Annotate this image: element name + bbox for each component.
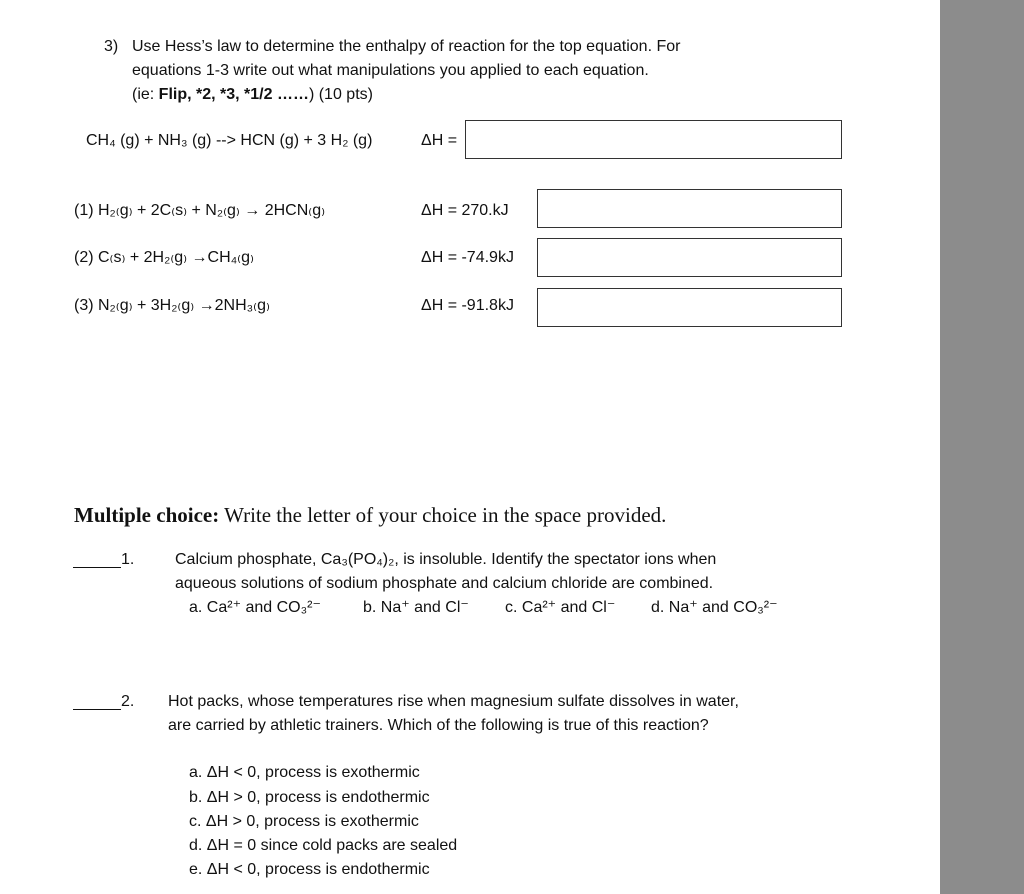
mc-question-2-option-b: b. ΔH > 0, process is endothermic bbox=[189, 789, 430, 806]
main-enthalpy-answer-box[interactable] bbox=[465, 120, 842, 159]
mc-question-2-option-e: e. ΔH < 0, process is endothermic bbox=[189, 861, 430, 878]
line3-bold: Flip, *2, *3, *1/2 …… bbox=[158, 86, 309, 103]
equation-2: (2) C₍s₎ + 2H₂₍g₎ →CH₄₍g₎ bbox=[74, 249, 254, 266]
mc-question-2-option-c: c. ΔH > 0, process is exothermic bbox=[189, 813, 419, 830]
mc-question-2-line-1: Hot packs, whose temperatures rise when magnesium sulfate dissolves in water, bbox=[168, 693, 739, 710]
equation-1-delta-h: ΔH = 270.kJ bbox=[421, 202, 509, 219]
question-number: 3) bbox=[104, 38, 119, 55]
equation-2-answer-box[interactable] bbox=[537, 238, 842, 277]
equation-2-delta-h: ΔH = -74.9kJ bbox=[421, 249, 514, 266]
main-equation: CH₄ (g) + NH₃ (g) --> HCN (g) + 3 H₂ (g) bbox=[86, 132, 373, 149]
mc-question-1-line-2: aqueous solutions of sodium phosphate and calcium chloride are combined. bbox=[175, 575, 714, 592]
question-line-3 bbox=[132, 85, 373, 105]
question-line-1: Use Hess’s law to determine the enthalpy of reaction for the top equation. For bbox=[132, 38, 681, 55]
equation-3: (3) N₂₍g₎ + 3H₂₍g₎ →2NH₃₍g₎ bbox=[74, 297, 270, 314]
mc-question-number-2: 2. bbox=[121, 693, 135, 710]
answer-blank-2[interactable] bbox=[73, 709, 121, 710]
equation-3-answer-box[interactable] bbox=[537, 288, 842, 327]
equation-3-delta-h: ΔH = -91.8kJ bbox=[421, 297, 514, 314]
viewer-side-bar bbox=[940, 0, 1024, 894]
mc-question-1-line-1: Calcium phosphate, Ca₃(PO₄)₂, is insoluble. Identify the spectator ions when bbox=[175, 551, 717, 568]
mc-question-1-option-d: d. Na⁺ and CO₃²⁻ bbox=[651, 599, 778, 616]
multiple-choice-heading bbox=[74, 502, 666, 528]
multiple-choice-heading-rest: Write the letter of your choice in the space provided. bbox=[219, 503, 667, 527]
mc-question-2-line-2: are carried by athletic trainers. Which of the following is true of this reaction? bbox=[168, 717, 709, 734]
main-delta-h-label: ΔH = bbox=[421, 132, 458, 149]
mc-question-number-1: 1. bbox=[121, 551, 135, 568]
mc-question-2-option-d: d. ΔH = 0 since cold packs are sealed bbox=[189, 837, 458, 854]
mc-question-1-option-a: a. Ca²⁺ and CO₃²⁻ bbox=[189, 599, 321, 616]
line3-prefix: (ie: bbox=[132, 86, 159, 103]
mc-question-1-option-c: c. Ca²⁺ and Cl⁻ bbox=[505, 599, 616, 616]
equation-1: (1) H₂₍g₎ + 2C₍s₎ + N₂₍g₎ → 2HCN₍g₎ bbox=[74, 202, 326, 219]
multiple-choice-heading-bold: Multiple choice: bbox=[74, 503, 220, 527]
line3-suffix: ) (10 pts) bbox=[308, 86, 373, 103]
mc-question-2-option-a: a. ΔH < 0, process is exothermic bbox=[189, 764, 420, 781]
answer-blank-1[interactable] bbox=[73, 567, 121, 568]
equation-1-answer-box[interactable] bbox=[537, 189, 842, 228]
mc-question-1-option-b: b. Na⁺ and Cl⁻ bbox=[363, 599, 469, 616]
question-line-2: equations 1-3 write out what manipulations you applied to each equation. bbox=[132, 62, 649, 79]
